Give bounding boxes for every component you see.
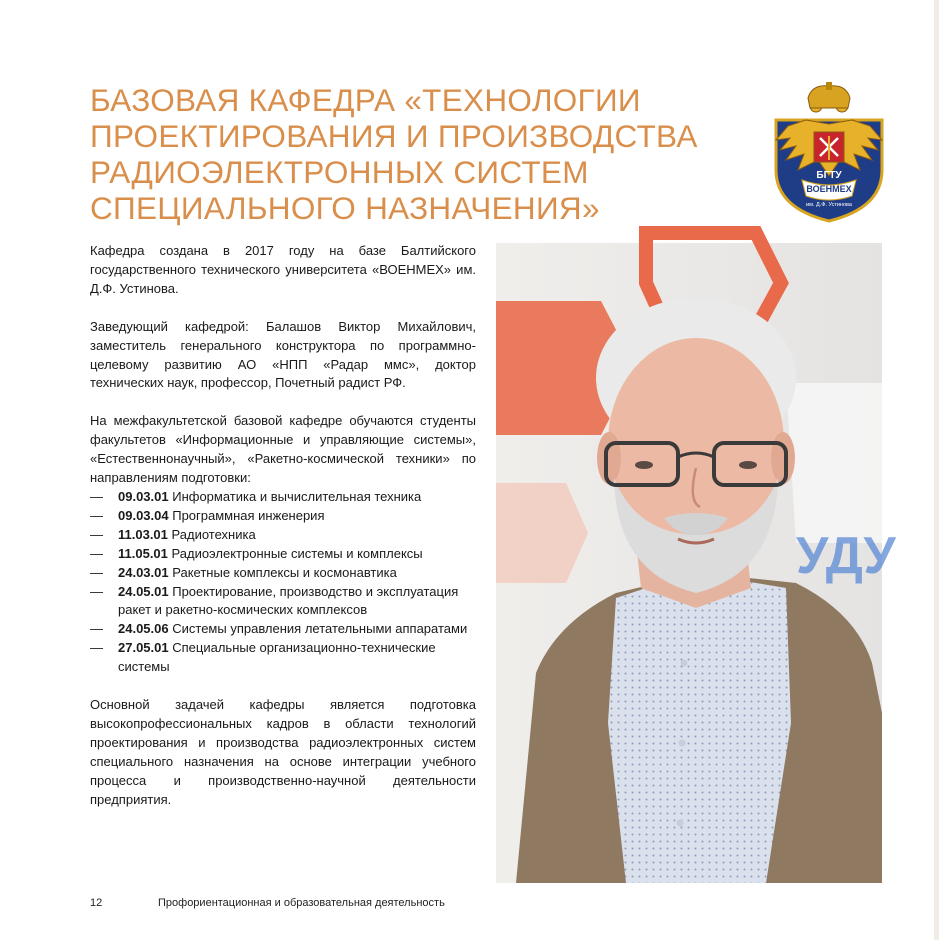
direction-name: Проектирование, производство и эксплуатация ракет и ракетно-космических комплексов [118, 583, 459, 618]
direction-code: 27.05.01 [118, 640, 169, 656]
direction-name: Радиоэлектронные системы и комплексы [171, 545, 423, 561]
direction-item: — 24.03.01 Ракетные комплексы и космонавтика [90, 564, 397, 580]
direction-item: — 09.03.04 Программная инженерия [90, 507, 325, 523]
direction-item: — 24.05.06 Системы управления летательными аппаратами [90, 621, 468, 637]
direction-item: — 11.05.01 Радиоэлектронные системы и комплексы [90, 545, 423, 561]
direction-code: 11.05.01 [118, 545, 168, 561]
direction-item: — 09.03.01 Информатика и вычислительная техника [90, 488, 422, 504]
page-title [90, 82, 730, 226]
direction-code: 09.03.04 [118, 507, 169, 523]
direction-name: Программная инженерия [172, 507, 325, 523]
main-task-paragraph: Основной задачей кафедры является подготовка высокопрофессиональных кадров в области технологий проектирования и производства радиоэлектронных систем специального назначения на основе интеграции учебного процесса и производственно-научной деятельности предприятия. [90, 697, 476, 807]
students-paragraph: На межфакультетской базовой кафедре обучаются студенты факультетов «Информационные и управляющие системы», «Естественнонаучный», «Ракетно-космической техники» по направлениям подготовки: [90, 413, 476, 486]
university-crest-logo [768, 84, 890, 222]
title-line: ПРОЕКТИРОВАНИЯ И ПРОИЗВОДСТВА [90, 118, 698, 154]
direction-name: Радиотехника [171, 526, 256, 542]
head-of-department-paragraph: Заведующий кафедрой: Балашов Виктор Михайлович, заместитель генерального конструктора по программно-целевому развитию АО «НПП «Радар ммс», доктор технических наук, профессор, Почетный радист РФ. [90, 318, 476, 391]
page-number: 12 [90, 897, 103, 909]
crest-text-voenmeh: ВОЕНМЕХ [806, 184, 852, 194]
title-line: СПЕЦИАЛЬНОГО НАЗНАЧЕНИЯ» [90, 190, 600, 226]
direction-code: 24.03.01 [118, 564, 169, 580]
title-line: БАЗОВАЯ КАФЕДРА «ТЕХНОЛОГИИ [90, 82, 641, 118]
background-banner-text: УДУ [796, 527, 896, 585]
direction-item: — 11.03.01 Радиотехника [90, 526, 256, 542]
footer-section-title: Профориентационная и образовательная деятельность [158, 897, 445, 909]
intro-paragraph: Кафедра создана в 2017 году на базе Балтийского государственного технического университета «ВОЕНМЕХ» им. Д.Ф. Устинова. [90, 243, 476, 296]
direction-name: Системы управления летательными аппаратами [172, 621, 468, 637]
portrait-photo [496, 243, 896, 883]
title-line: РАДИОЭЛЕКТРОННЫХ СИСТЕМ [90, 154, 589, 190]
direction-item: — 27.05.01 Специальные организационно-технические системы [90, 640, 436, 675]
direction-code: 24.05.06 [118, 621, 169, 637]
direction-code: 11.03.01 [118, 526, 168, 542]
article-body [90, 242, 476, 809]
direction-item: — 24.05.01 Проектирование, производство и эксплуатация ракет и ракетно-космических комплексов [90, 583, 459, 618]
direction-name: Информатика и вычислительная техника [172, 488, 422, 504]
direction-name: Специальные организационно-технические системы [118, 640, 436, 675]
directions-list [90, 488, 476, 677]
direction-code: 09.03.01 [118, 488, 169, 504]
direction-name: Ракетные комплексы и космонавтика [172, 564, 397, 580]
direction-code: 24.05.01 [118, 583, 169, 599]
shirt [608, 578, 791, 883]
page-edge [934, 0, 939, 940]
crest-text-bgtu: БГТУ [816, 170, 842, 181]
crest-text-ustinov: им. Д.Ф. Устинова [806, 202, 852, 208]
